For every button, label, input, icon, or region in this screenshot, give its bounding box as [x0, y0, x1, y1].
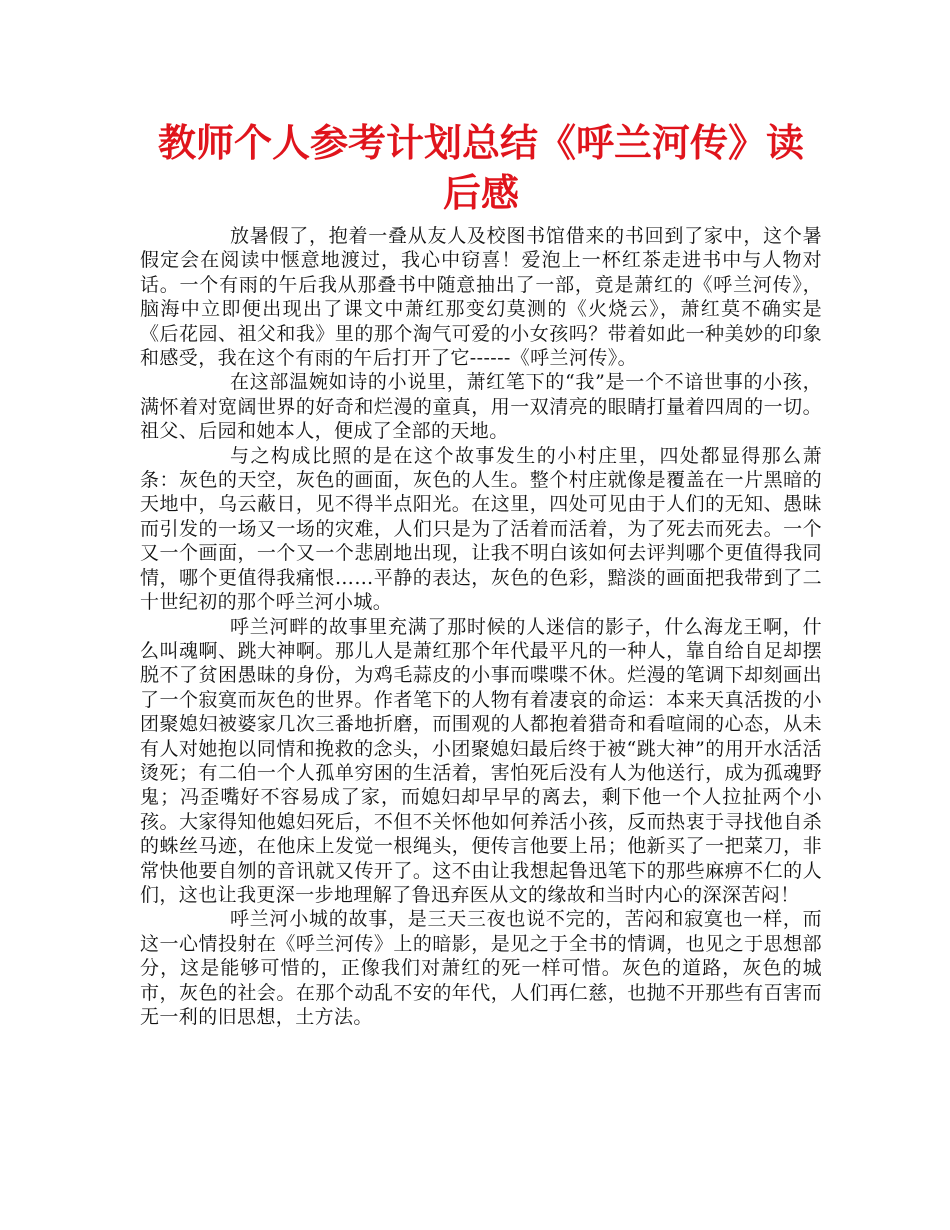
paragraph: 与之构成比照的是在这个故事发生的小村庄里，四处都显得那么萧条：灰色的天空，灰色的画面，灰色的人生。整个村庄就像是覆盖在一片黑暗的天地中，乌云蔽日，见不得半点阳光。在这里，四处可见由于人们的无知、愚昧而引发的一场又一场的灾难，人们只是为了活着而活着，为了死去而死去。一个又一个画面，一个又一个悲剧地出现，让我不明白该如何去评判哪个更值得我同情，哪个更值得我痛恨……平静的表达，灰色的色彩，黯淡的画面把我带到了二十世纪初的那个呼兰河小城。 — [140, 444, 822, 614]
document-title: 教师个人参考计划总结《呼兰河传》读后感 — [157, 121, 804, 215]
paragraph: 呼兰河畔的故事里充满了那时候的人迷信的影子，什么海龙王啊，什么叫魂啊、跳大神啊。那儿人是萧红那个年代最平凡的一种人，靠自给自足却摆脱不了贫困愚昧的身份，为鸡毛蒜皮的小事而喋喋不休。烂漫的笔调下却刻画出了一个寂寞而灰色的世界。作者笔下的人物有着凄哀的命运：本来天真活拨的小团聚媳妇被婆家几次三番地折磨，而围观的人都抱着猎奇和看喧闹的心态，从未有人对她抱以同情和挽救的念头，小团聚媳妇最后终于被“跳大神”的用开水活活烫死；有二伯一个人孤单穷困的生活着，害怕死后没有人为他送行，成为孤魂野鬼；冯歪嘴好不容易成了家，而媳妇却早早的离去，剩下他一个人拉扯两个小孩。大家得知他媳妇死后，不但不关怀他如何养活小孩，反而热衷于寻找他自杀的蛛丝马迹，在他床上发觉一根绳头，便传言他要上吊；他新买了一把菜刀，非常快他要自刎的音讯就又传开了。这不由让我想起鲁迅笔下的那些麻痹不仁的人们，这也让我更深一步地理解了鲁迅弃医从文的缘故和当时内心的深深苦闷！ — [140, 615, 822, 906]
paragraph: 放暑假了，抱着一叠从友人及校图书馆借来的书回到了家中，这个暑假定会在阅读中惬意地渡过，我心中窃喜！爱泡上一杯红茶走进书中与人物对话。一个有雨的午后我从那叠书中随意抽出了一部，竟是萧红的《呼兰河传》，脑海中立即便出现出了课文中萧红那变幻莫测的《火烧云》，萧红莫不确实是《后花园、祖父和我》里的那个淘气可爱的小女孩吗？带着如此一种美妙的印象和感受，我在这个有雨的午后打开了它------《呼兰河传》。 — [140, 225, 822, 370]
document-body — [140, 224, 822, 1029]
paragraph: 在这部温婉如诗的小说里，萧红笔下的“我”是一个不谙世事的小孩，满怀着对宽阔世界的好奇和烂漫的童真，用一双清亮的眼睛打量着四周的一切。祖父、后园和她本人，便成了全部的天地。 — [140, 371, 822, 443]
document-page — [140, 118, 822, 1029]
paragraph: 呼兰河小城的故事，是三天三夜也说不完的，苦闷和寂寞也一样，而这一心情投射在《呼兰河传》上的暗影，是见之于全书的情调，也见之于思想部分，这是能够可惜的，正像我们对萧红的死一样可惜。灰色的道路，灰色的城市，灰色的社会。在那个动乱不安的年代，人们再仁慈，也抛不开那些有百害而无一利的旧思想，土方法。 — [140, 908, 822, 1028]
